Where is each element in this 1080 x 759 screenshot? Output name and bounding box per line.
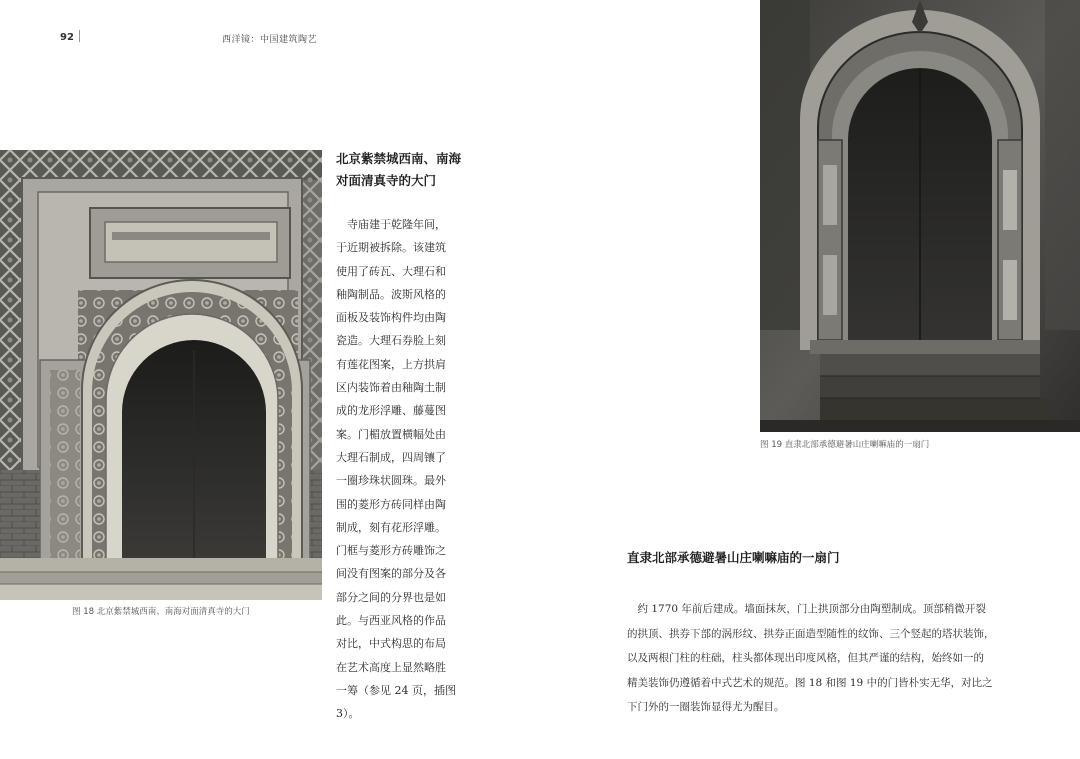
body-line: 使用了砖瓦、大理石和: [336, 264, 446, 278]
body-line: 区内装饰着由釉陶土制: [336, 381, 446, 395]
figure-18-caption: 图 18 北京紫禁城西南、南海对面清真寺的大门: [72, 607, 250, 617]
body-line: 对比，中式构思的布局: [336, 637, 446, 651]
section-1-body: [336, 213, 466, 726]
body-line: 此。与西亚风格的作品: [336, 614, 446, 628]
body-line: 于近期被拆除。该建筑: [336, 241, 446, 255]
section-2-heading: 直隶北部承德避暑山庄喇嘛庙的一扇门: [627, 550, 840, 565]
page-number: 92: [60, 32, 74, 43]
body-line: 制成，刻有花形浮雕。: [336, 520, 446, 534]
body-line: 部分之间的分界也是如: [336, 590, 446, 604]
body-line: 精美装饰仍遵循着中式艺术的规范。图 18 和图 19 中的门皆朴实无华，对比之: [627, 676, 993, 689]
section-1-heading-line: 对面清真寺的大门: [336, 173, 437, 188]
body-line: 釉陶制品。波斯风格的: [336, 287, 446, 301]
body-line: 一圈珍珠状圆珠。最外: [336, 474, 446, 488]
figure-19-lama-temple-door-photo: [760, 0, 1080, 432]
body-line: 成的龙形浮雕、藤蔓图: [336, 404, 446, 418]
figure-19-caption: 图 19 直隶北部承德避暑山庄喇嘛庙的一扇门: [760, 440, 930, 450]
body-line: 瓷造。大理石券脸上刻: [336, 334, 446, 348]
figure-18-mosque-gate-photo: [0, 150, 322, 600]
body-line: 间没有图案的部分及各: [336, 567, 446, 581]
section-1-heading: [336, 148, 466, 192]
header-divider: [79, 30, 80, 42]
body-line: 大理石制成，四周镶了: [336, 450, 446, 464]
section-1-heading-line: 北京紫禁城西南、南海: [336, 151, 462, 166]
body-line: 门框与菱形方砖雕饰之: [336, 544, 446, 558]
body-line: 下门外的一圈装饰显得尤为醒目。: [627, 701, 785, 714]
body-line: 以及两根门柱的柱础，柱头都体现出印度风格，但其严谨的结构，始终如一的: [627, 652, 984, 665]
running-title: 西洋镜：中国建筑陶艺: [222, 35, 318, 45]
section-2-body: [627, 597, 1027, 720]
body-line: 有莲花图案，上方拱肩: [336, 357, 446, 371]
body-line: 在艺术高度上显然略胜: [336, 660, 446, 674]
body-line: 约 1770 年前后建成。墙面抹灰，门上拱顶部分由陶塑制成。顶部稍微开裂: [627, 603, 986, 615]
body-line: 寺庙建于乾隆年间，: [347, 218, 446, 231]
body-line: 一筹（参见 24 页，插图: [336, 683, 456, 697]
body-line: 案。门楣放置横幅处由: [336, 427, 446, 441]
body-line: 的拱顶、拱券下部的涡形纹、拱券正面造型随性的纹饰、三个竖起的塔状装饰，: [627, 627, 995, 640]
body-line: 围的菱形方砖同样由陶: [336, 497, 446, 511]
body-line: 3）。: [336, 707, 360, 721]
body-line: 面板及装饰构件均由陶: [336, 311, 446, 325]
